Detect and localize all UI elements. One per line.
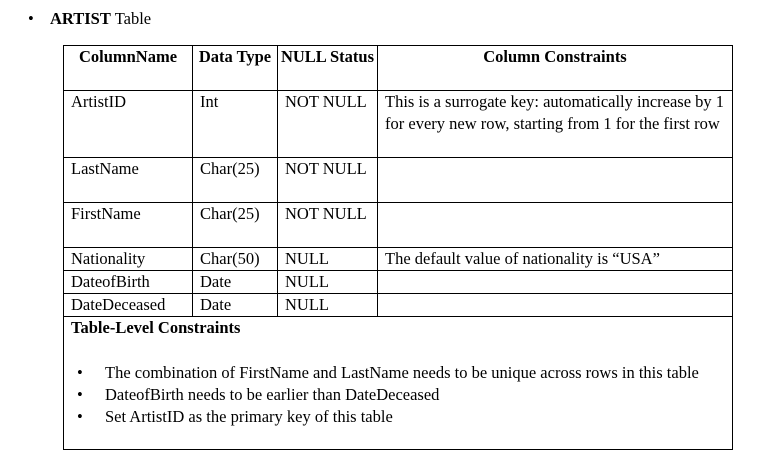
- cell-column-name: DateofBirth: [64, 271, 193, 294]
- cell-constraint: [378, 271, 733, 294]
- cell-data-type: Date: [193, 271, 278, 294]
- cell-data-type: Char(25): [193, 203, 278, 248]
- table-row: [64, 203, 733, 248]
- header-column-name: ColumnName: [64, 46, 193, 91]
- cell-null-status: NOT NULL: [278, 158, 378, 203]
- cell-column-name: DateDeceased: [64, 294, 193, 317]
- table-level-constraints-row: [64, 317, 733, 450]
- cell-null-status: NULL: [278, 248, 378, 271]
- constraint-text: DateofBirth needs to be earlier than DateDeceased: [105, 385, 440, 404]
- table-row: [64, 158, 733, 203]
- header-null-status: NULL Status: [278, 46, 378, 91]
- cell-constraint: [378, 158, 733, 203]
- cell-column-name: FirstName: [64, 203, 193, 248]
- cell-data-type: Date: [193, 294, 278, 317]
- cell-data-type: Int: [193, 91, 278, 158]
- table-level-constraints-title: Table-Level Constraints: [71, 318, 241, 337]
- cell-constraint: This is a surrogate key: automatically increase by 1 for every new row, starting from 1 for the first row: [378, 91, 733, 158]
- cell-constraint: [378, 294, 733, 317]
- cell-null-status: NULL: [278, 271, 378, 294]
- cell-null-status: NULL: [278, 294, 378, 317]
- cell-data-type: Char(25): [193, 158, 278, 203]
- header-column-constraints: Column Constraints: [378, 46, 733, 91]
- table-row: [64, 271, 733, 294]
- header-data-type: Data Type: [193, 46, 278, 91]
- table-row: [64, 91, 733, 158]
- constraint-text: The combination of FirstName and LastName needs to be unique across rows in this table: [105, 363, 699, 382]
- cell-null-status: NOT NULL: [278, 91, 378, 158]
- cell-column-name: Nationality: [64, 248, 193, 271]
- cell-constraint: [378, 203, 733, 248]
- bullet-icon: •: [28, 9, 34, 28]
- cell-constraint: The default value of nationality is “USA”: [378, 248, 733, 271]
- table-level-constraints: [64, 317, 733, 450]
- section-heading: [28, 7, 151, 31]
- constraint-text: Set ArtistID as the primary key of this table: [105, 407, 393, 426]
- cell-data-type: Char(50): [193, 248, 278, 271]
- cell-null-status: NOT NULL: [278, 203, 378, 248]
- table-row: [64, 248, 733, 271]
- bullet-icon: •: [77, 385, 83, 404]
- table-row: [64, 294, 733, 317]
- header-row: [64, 46, 733, 91]
- artist-schema-table: [63, 45, 733, 450]
- table-name: ARTIST: [50, 9, 111, 28]
- list-item: [71, 384, 732, 406]
- bullet-icon: •: [77, 407, 83, 426]
- constraints-list: [71, 362, 732, 428]
- bullet-icon: •: [77, 363, 83, 382]
- cell-column-name: LastName: [64, 158, 193, 203]
- list-item: [71, 362, 732, 384]
- heading-suffix: Table: [110, 9, 152, 28]
- cell-column-name: ArtistID: [64, 91, 193, 158]
- list-item: [71, 406, 732, 428]
